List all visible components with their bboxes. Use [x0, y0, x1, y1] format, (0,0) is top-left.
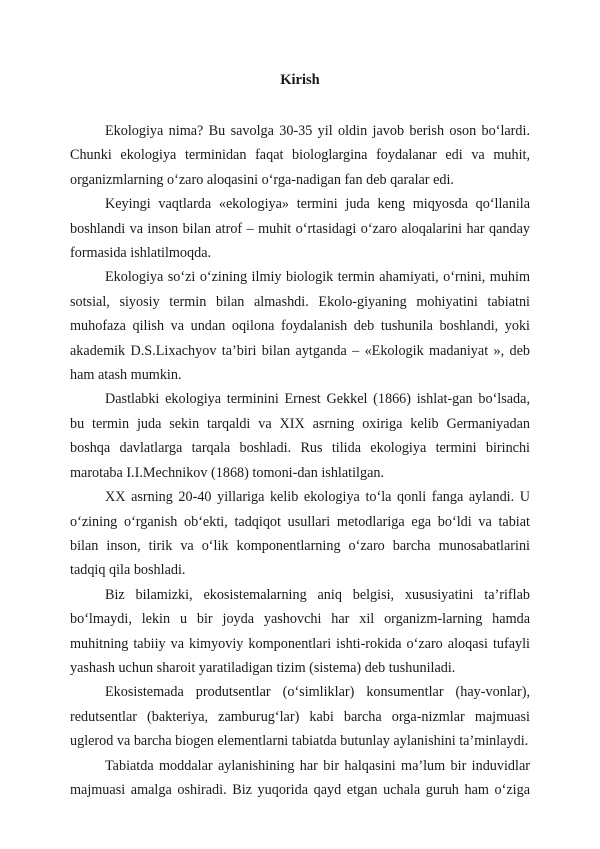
paragraph: Ekosistemada produtsentlar (o‘simliklar) konsumentlar (hay-vonlar), redutsentlar (bakteriya, zamburug‘lar) kabi barcha orga-nizmlar majmuasi uglerod va barcha biogen elementlarni tabiatda butunlay aylanishini ta’minlaydi. — [70, 684, 530, 750]
paragraph: Tabiatda moddalar aylanishining har bir halqasini ma’lum bir induvidlar majmuasi amalga oshiradi. Biz yuqorida qayd etgan uchala guruh ham o‘ziga — [70, 757, 530, 798]
paragraph: XX asrning 20-40 yillariga kelib ekologiya to‘la qonli fanga aylandi. U o‘zining o‘rganish ob‘ekti, tadqiqot usullari metodlariga ega bo‘ldi va tabiat bilan inson, tirik va o‘lik komponentlarning o‘zaro barcha munosabatlarini tadqiq qila boshladi. — [70, 489, 530, 579]
paragraph: Dastlabki ekologiya terminini Ernest Gekkel (1866) ishlat-gan bo‘lsada, bu termin juda sekin tarqaldi va XIX asrning oxiriga kelib Germaniyadan boshqa davlatlarga tarqala boshladi. Rus tilida ekologiya termini birinchi marotaba I.I.Mechnikov (1868) tomoni-dan ishlatilgan. — [70, 391, 530, 481]
page-title: Kirish — [280, 72, 320, 88]
paragraph: Ekologiya so‘zi o‘zining ilmiy biologik termin ahamiyati, o‘rnini, muhim sotsial, siyosiy termin bilan almashdi. Ekolo-giyaning mohiyatini tabiatni muhofaza qilish va undan oqilona foydalanish deb tushunila boshlandi, yoki akademik D.S.Lixachyov ta’biri bilan aytganda – «Ekologik madaniyat », deb ham atash mumkin. — [70, 269, 530, 384]
paragraph: Keyingi vaqtlarda «ekologiya» termini juda keng miqyosda qo‘llanila boshlandi va inson bilan atrof – muhit o‘rtasidagi o‘zaro aloqalarini har qanday formasida ishlatilmoqda. — [70, 196, 530, 262]
document-body — [70, 119, 530, 802]
paragraph: Biz bilamizki, ekosistemalarning aniq belgisi, xususiyatini ta’riflab bo‘lmaydi, lekin u bir joyda yashovchi har xil organizm-larning hamda muhitning tabiiy va kimyoviy komponentlari ishti-rokida o‘zaro aloqasi tufayli yashash uchun sharoit yaratiladigan tizim (sistema) deb tushuniladi. — [70, 586, 530, 676]
paragraph: Ekologiya nima? Bu savolga 30-35 yil oldin javob berish oson bo‘lardi. Chunki ekologiya terminidan faqat biologlargina foydalanar edi va muhit, organizmlarning o‘zaro aloqasini o‘rga-nadigan fan deb qaralar edi. — [70, 123, 530, 188]
